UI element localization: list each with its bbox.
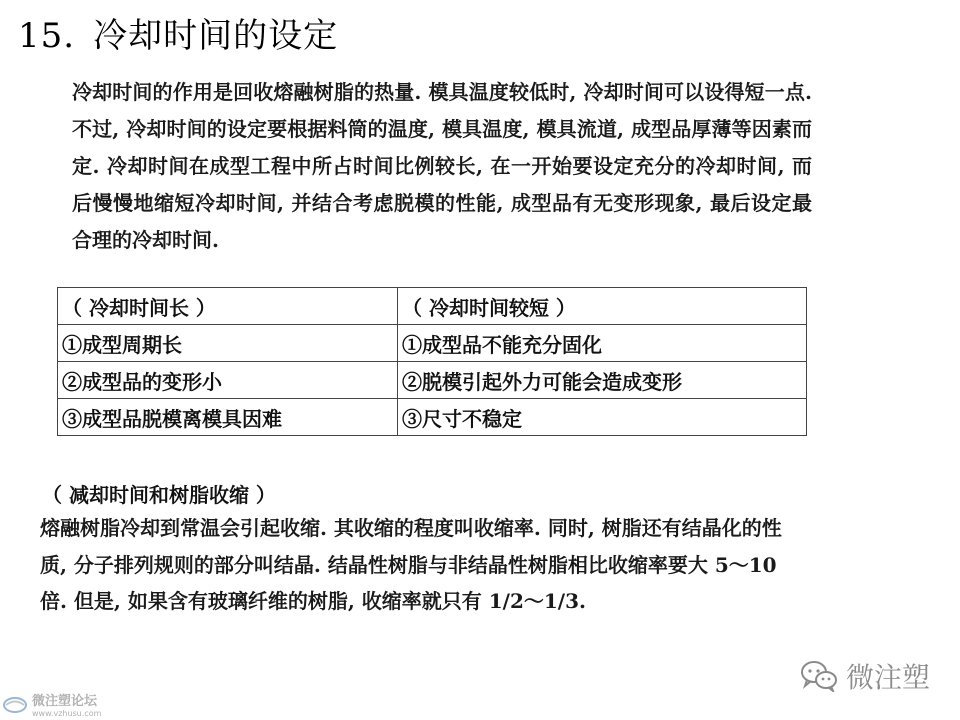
table-cell: ③成型品脱模离模具因难 [58, 399, 398, 436]
shrinkage-heading: （ 减却时间和树脂收缩 ） [42, 483, 276, 507]
table-row [58, 325, 807, 362]
forum-url: www.vzhusu.com [32, 709, 102, 718]
cooling-comparison-table [57, 287, 807, 436]
swirl-logo-icon [2, 696, 28, 718]
wechat-icon [800, 660, 838, 692]
forum-watermark [2, 695, 101, 718]
table-cell: ①成型品不能充分固化 [398, 325, 807, 362]
table-header-row [58, 288, 807, 325]
section-title: 冷却时间的设定 [93, 16, 339, 56]
wechat-watermark [800, 656, 930, 696]
page-title [18, 14, 338, 58]
table-row [58, 362, 807, 399]
header-cell-short: （ 冷却时间较短 ） [398, 288, 807, 325]
section-number: 15. [18, 16, 76, 56]
forum-name: 微注塑论坛 [32, 694, 98, 709]
table-cell: ②脱模引起外力可能会造成变形 [398, 362, 807, 399]
shrinkage-paragraph: 熔融树脂冷却到常温会引起收缩. 其收缩的程度叫收缩率. 同时, 树脂还有结晶化的性质, 分子排列规则的部分叫结晶. 结晶性树脂与非结晶性树脂相比收缩率要大 5～10 倍. 但是, 如果含有玻璃纤维的树脂, 收缩率就只有 1/2～1/3. [40, 516, 782, 613]
intro-paragraph: 冷却时间的作用是回收熔融树脂的热量. 模具温度较低时, 冷却时间可以设得短一点. 不过, 冷却时间的设定要根据料筒的温度, 模具温度, 模具流道, 成型品厚薄等因素而定. 冷却时间在成型工程中所占时间比例较长, 在一开始要设定充分的冷却时间, 而后慢慢地缩短冷却时间, 并结合考虑脱模的性能, 成型品有无变形现象, 最后设定最合理的冷却时间. [72, 80, 812, 252]
table-cell: ③尺寸不稳定 [398, 399, 807, 436]
table-row [58, 399, 807, 436]
table-cell: ②成型品的变形小 [58, 362, 398, 399]
header-cell-long: （ 冷却时间长 ） [58, 288, 398, 325]
wechat-label: 微注塑 [845, 661, 930, 694]
table-cell: ①成型周期长 [58, 325, 398, 362]
